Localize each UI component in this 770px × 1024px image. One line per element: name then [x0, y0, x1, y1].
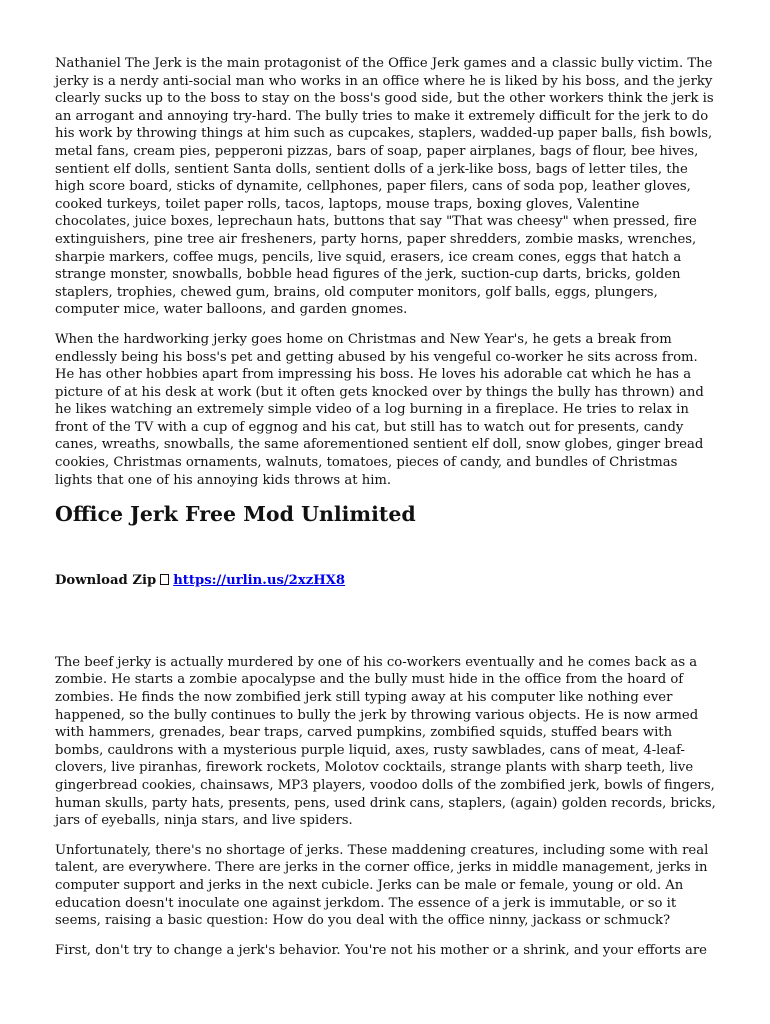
download-label: Download Zip	[55, 573, 157, 589]
download-link[interactable]: https://urlin.us/2xzHX8	[173, 573, 346, 589]
missing-glyph-icon	[160, 574, 169, 585]
download-line	[55, 572, 717, 590]
spacer	[55, 590, 717, 654]
section-heading: Office Jerk Free Mod Unlimited	[55, 502, 416, 527]
paragraph-holidays: When the hardworking jerky goes home on Christmas and New Year's, he gets a break from endlessly being his boss's pet and getting abused by his vengeful co-worker he sits across from. He has other hobbies apart from impressing his boss. He loves his adorable cat which he has a picture of at his desk at work (but it often gets knocked over by things the bully has thrown) and he likes watching an extremely simple video of a log burning in a fireplace. He tries to relax in front of the TV with a cup of eggnog and his cat, but still has to watch out for presents, candy canes, wreaths, snowballs, the same aforementioned sentient elf doll, snow globes, ginger bread cookies, Christmas ornaments, walnuts, tomatoes, pieces of candy, and bundles of Christmas lights that one of his annoying kids throws at him.	[55, 331, 704, 488]
paragraph-advice: First, don't try to change a jerk's behavior. You're not his mother or a shrink, and your efforts are	[55, 942, 707, 958]
paragraph-intro: Nathaniel The Jerk is the main protagonist of the Office Jerk games and a classic bully victim. The jerky is a nerdy anti-social man who works in an office where he is liked by his boss, and the jerky clearly sucks up to the boss to stay on the boss's good side, but the other workers think the jerk is an arrogant and annoying try-hard. The bully tries to make it extremely difficult for the jerk to do his work by throwing things at him such as cupcakes, staplers, wadded-up paper balls, fish bowls, metal fans, cream pies, pepperoni pizzas, bars of soap, paper airplanes, bags of flour, bee hives, sentient elf dolls, sentient Santa dolls, sentient dolls of a jerk-like boss, bags of letter tiles, the high score board, sticks of dynamite, cellphones, paper filers, cans of soda pop, leather gloves, cooked turkeys, toilet paper rolls, tacos, laptops, mouse traps, boxing gloves, Valentine chocolates, juice boxes, leprechaun hats, buttons that say "That was cheesy" when pressed, fire extinguishers, pine tree air fresheners, party horns, paper shredders, zombie masks, wrenches, sharpie markers, coffee mugs, pencils, live squid, erasers, ice cream cones, eggs that hatch a strange monster, snowballs, bobble head figures of the jerk, suction-cup darts, bricks, golden staplers, trophies, chewed gum, brains, old computer monitors, golf balls, eggs, plungers, computer mice, water balloons, and garden gnomes.	[55, 56, 714, 318]
paragraph-jerks: Unfortunately, there's no shortage of jerks. These maddening creatures, including some with real talent, are everywhere. There are jerks in the corner office, jerks in middle management, jerks in computer support and jerks in the next cubicle. Jerks can be male or female, young or old. An education doesn't inoculate one against jerkdom. The essence of a jerk is immutable, or so it seems, raising a basic question: How do you deal with the office ninny, jackass or schmuck?	[55, 842, 709, 929]
document-page	[55, 55, 717, 971]
paragraph-zombie: The beef jerky is actually murdered by one of his co-workers eventually and he comes back as a zombie. He starts a zombie apocalypse and the bully must hide in the office from the hoard of zombies. He finds the now zombified jerk still typing away at his computer like nothing ever happened, so the bully continues to bully the jerk by throwing various objects. He is now armed with hammers, grenades, bear traps, carved pumpkins, zombified squids, stuffed bears with bombs, cauldrons with a mysterious purple liquid, axes, rusty sawblades, cans of meat, 4-leaf-clovers, live piranhas, firework rockets, Molotov cocktails, strange plants with sharp teeth, live gingerbread cookies, chainsaws, MP3 players, voodoo dolls of the zombified jerk, bowls of fingers, human skulls, party hats, presents, pens, used drink cans, staplers, (again) golden records, bricks, jars of eyeballs, ninja stars, and live spiders.	[55, 654, 716, 829]
